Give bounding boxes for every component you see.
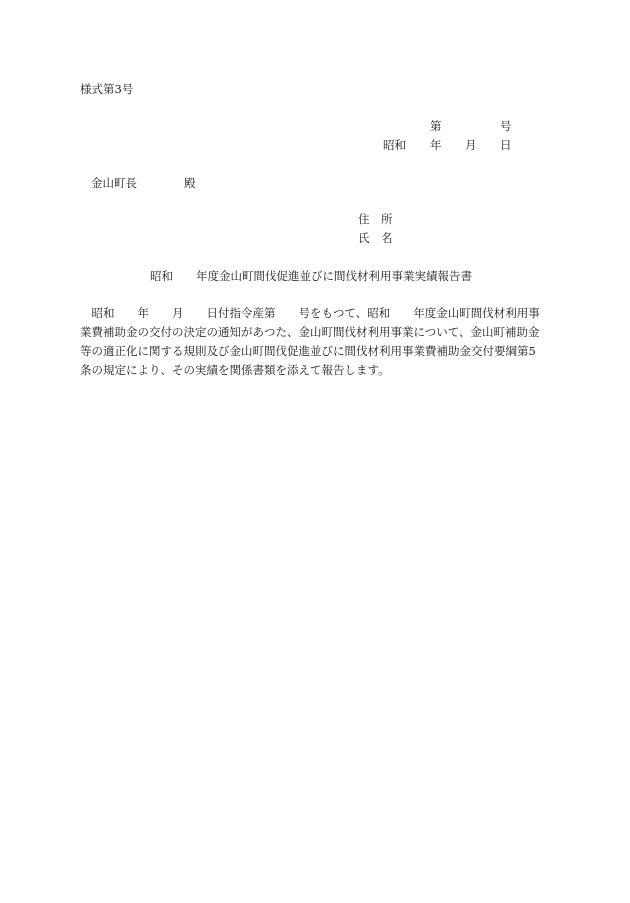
report-title: 昭和 年度金山町間伐促進並びに間伐材利用事業実績報告書 <box>150 269 472 283</box>
body-line: 昭和 年 月 日付指令産第 号をもつて、昭和 年度金山町間伐材利用事 <box>80 306 540 320</box>
document-number-prefix: 第 <box>430 119 442 133</box>
applicant-address-label: 住 所 <box>358 212 393 226</box>
body-line: 業費補助金の交付の決定の通知があつた、金山町間伐材利用事業について、金山町補助金 <box>80 325 540 339</box>
document-number-suffix: 号 <box>500 119 512 133</box>
date-era: 昭和 <box>383 138 406 152</box>
date-month: 月 <box>465 138 477 152</box>
addressee-honorific: 殿 <box>184 176 196 190</box>
body-line: 等の適正化に関する規則及び金山町間伐促進並びに間伐材利用事業費補助金交付要綱第5 <box>80 344 536 358</box>
addressee-name: 金山町長 <box>91 176 137 190</box>
form-number-label: 様式第3号 <box>80 82 134 96</box>
date-year: 年 <box>430 138 442 152</box>
applicant-name-label: 氏 名 <box>358 231 393 245</box>
body-line: 条の規定により、その実績を関係書類を添えて報告します。 <box>80 363 390 377</box>
report-body <box>80 304 550 380</box>
date-day: 日 <box>500 138 512 152</box>
